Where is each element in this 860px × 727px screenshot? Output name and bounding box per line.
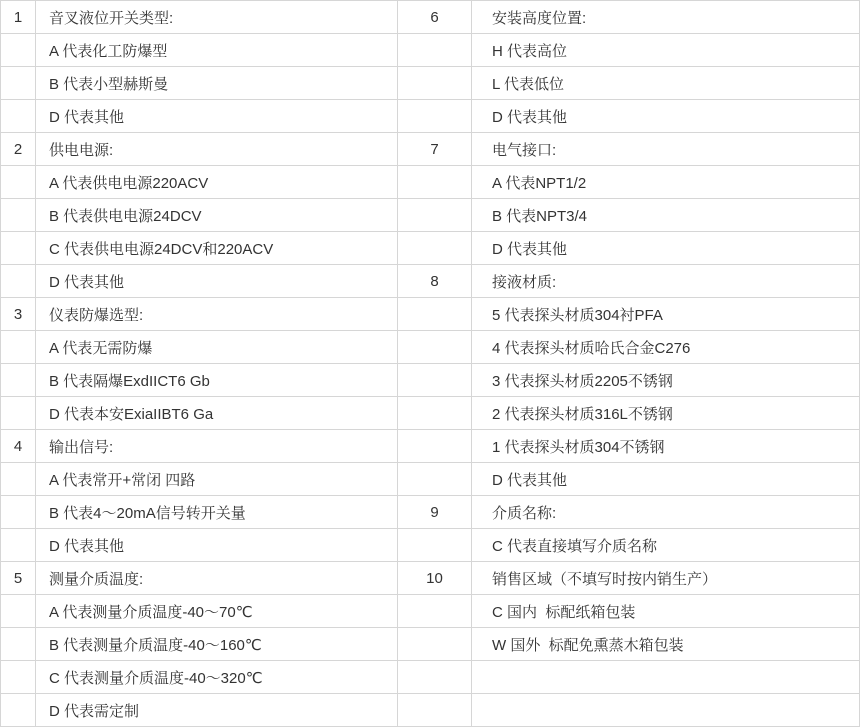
section-header-row (398, 1, 859, 34)
option-text-cell: C 国内 标配纸箱包装 (492, 603, 636, 621)
option-row (1, 595, 397, 628)
option-row (398, 529, 859, 562)
option-row (1, 232, 397, 265)
option-text-cell: B 代表测量介质温度-40～160℃ (49, 636, 262, 654)
option-row (1, 463, 397, 496)
section-header-row (398, 562, 859, 595)
row-number-cell (398, 364, 472, 396)
option-text-cell (472, 661, 859, 693)
option-text-cell: B 代表NPT3/4 (492, 207, 588, 225)
option-text-cell: D 代表其他 (492, 240, 568, 258)
option-text-cell: D 代表其他 (49, 273, 125, 291)
option-row (398, 232, 859, 265)
option-text-cell: C 代表测量介质温度-40～320℃ (49, 669, 263, 687)
option-text-cell: B 代表隔爆ExdIICT6 Gb (49, 372, 210, 390)
option-text-cell: A 代表测量介质温度-40～70℃ (49, 603, 253, 621)
option-text-cell (472, 694, 859, 726)
section-header-row (1, 1, 397, 34)
option-text-cell: C 代表供电电源24DCV和220ACV (49, 240, 274, 258)
row-number-cell (398, 628, 472, 660)
section-title-cell: 供电电源: (49, 141, 114, 159)
option-row (398, 430, 859, 463)
section-header-row (1, 298, 397, 331)
row-number-cell: 9 (398, 496, 472, 528)
option-row (1, 397, 397, 430)
option-row (1, 661, 397, 694)
row-number-cell (1, 529, 36, 561)
option-text-cell: D 代表其他 (49, 108, 125, 126)
row-number-cell (398, 595, 472, 627)
row-number-cell (398, 430, 472, 462)
option-text-cell: H 代表高位 (492, 42, 568, 60)
option-row (1, 628, 397, 661)
option-text-cell: A 代表NPT1/2 (492, 174, 587, 192)
row-number-cell: 7 (398, 133, 472, 165)
row-number-cell (1, 34, 36, 66)
row-number-cell (398, 463, 472, 495)
row-number-cell (1, 67, 36, 99)
row-number-cell: 6 (398, 1, 472, 33)
option-text-cell: D 代表其他 (492, 108, 568, 126)
empty-row (398, 661, 859, 694)
section-header-row (1, 562, 397, 595)
row-number-cell (398, 694, 472, 726)
option-text-cell: 3 代表探头材质2205不锈钢 (492, 372, 673, 390)
option-text-cell: D 代表其他 (492, 471, 568, 489)
row-number-cell (1, 199, 36, 231)
option-row (398, 397, 859, 430)
section-header-row (398, 133, 859, 166)
option-text-cell: B 代表小型赫斯曼 (49, 75, 169, 93)
section-header-row (398, 265, 859, 298)
option-row (398, 595, 859, 628)
option-text-cell: 4 代表探头材质哈氏合金C276 (492, 339, 691, 357)
option-text-cell: A 代表化工防爆型 (49, 42, 168, 60)
row-number-cell (398, 331, 472, 363)
option-row (1, 34, 397, 67)
row-number-cell (1, 100, 36, 132)
row-number-cell (398, 67, 472, 99)
row-number-cell (398, 166, 472, 198)
row-number-cell (1, 628, 36, 660)
section-header-row (1, 430, 397, 463)
row-number-cell (1, 265, 36, 297)
section-title-cell: 输出信号: (49, 438, 114, 456)
option-row (1, 100, 397, 133)
row-number-cell: 5 (1, 562, 36, 594)
spec-table-right-column (397, 1, 859, 727)
row-number-cell (1, 661, 36, 693)
row-number-cell: 8 (398, 265, 472, 297)
option-text-cell: A 代表常开+常闭 四路 (49, 471, 196, 489)
empty-row (398, 694, 859, 727)
option-row (398, 298, 859, 331)
row-number-cell (1, 397, 36, 429)
row-number-cell (1, 364, 36, 396)
option-text-cell: W 国外 标配免熏蒸木箱包装 (492, 636, 684, 654)
section-title-cell: 接液材质: (492, 273, 557, 291)
row-number-cell (1, 331, 36, 363)
section-header-row (398, 496, 859, 529)
spec-table-left-column (1, 1, 397, 727)
row-number-cell (398, 199, 472, 231)
row-number-cell (1, 496, 36, 528)
option-text-cell: B 代表4～20mA信号转开关量 (49, 504, 246, 522)
option-row (1, 67, 397, 100)
row-number-cell (398, 661, 472, 693)
option-text-cell: A 代表供电电源220ACV (49, 174, 209, 192)
section-header-row (1, 133, 397, 166)
section-title-cell: 安装高度位置: (492, 9, 587, 27)
row-number-cell (398, 298, 472, 330)
option-row (398, 364, 859, 397)
option-row (398, 100, 859, 133)
option-row (1, 265, 397, 298)
row-number-cell (1, 694, 36, 726)
option-row (1, 529, 397, 562)
section-title-cell: 电气接口: (492, 141, 557, 159)
row-number-cell: 3 (1, 298, 36, 330)
option-row (1, 166, 397, 199)
option-text-cell: 2 代表探头材质316L不锈钢 (492, 405, 673, 423)
row-number-cell (1, 463, 36, 495)
section-title-cell: 测量介质温度: (49, 570, 144, 588)
option-text-cell: L 代表低位 (492, 75, 564, 93)
option-row (398, 67, 859, 100)
row-number-cell (1, 232, 36, 264)
option-text-cell: D 代表需定制 (49, 702, 140, 720)
section-title-cell: 仪表防爆选型: (49, 306, 144, 324)
option-row (398, 628, 859, 661)
section-title-cell: 介质名称: (492, 504, 557, 522)
option-text-cell: B 代表供电电源24DCV (49, 207, 202, 225)
row-number-cell (1, 595, 36, 627)
row-number-cell (398, 529, 472, 561)
option-text-cell: D 代表其他 (49, 537, 125, 555)
row-number-cell: 4 (1, 430, 36, 462)
row-number-cell (398, 232, 472, 264)
option-text-cell: C 代表直接填写介质名称 (492, 537, 658, 555)
option-text-cell: 5 代表探头材质304衬PFA (492, 306, 663, 324)
row-number-cell: 1 (1, 1, 36, 33)
row-number-cell (398, 100, 472, 132)
option-row (1, 694, 397, 727)
option-row (398, 199, 859, 232)
section-title-cell: 音叉液位开关类型: (49, 9, 174, 27)
option-row (1, 331, 397, 364)
option-text-cell: A 代表无需防爆 (49, 339, 153, 357)
row-number-cell (398, 34, 472, 66)
option-row (398, 331, 859, 364)
option-row (398, 34, 859, 67)
option-row (1, 199, 397, 232)
row-number-cell: 10 (398, 562, 472, 594)
row-number-cell: 2 (1, 133, 36, 165)
option-text-cell: 1 代表探头材质304不锈钢 (492, 438, 665, 456)
section-title-cell: 销售区域（不填写时按内销生产） (492, 570, 718, 588)
option-row (1, 496, 397, 529)
option-row (398, 463, 859, 496)
row-number-cell (398, 397, 472, 429)
row-number-cell (1, 166, 36, 198)
option-row (398, 166, 859, 199)
option-row (1, 364, 397, 397)
option-text-cell: D 代表本安ExiaIIBT6 Ga (49, 405, 214, 423)
